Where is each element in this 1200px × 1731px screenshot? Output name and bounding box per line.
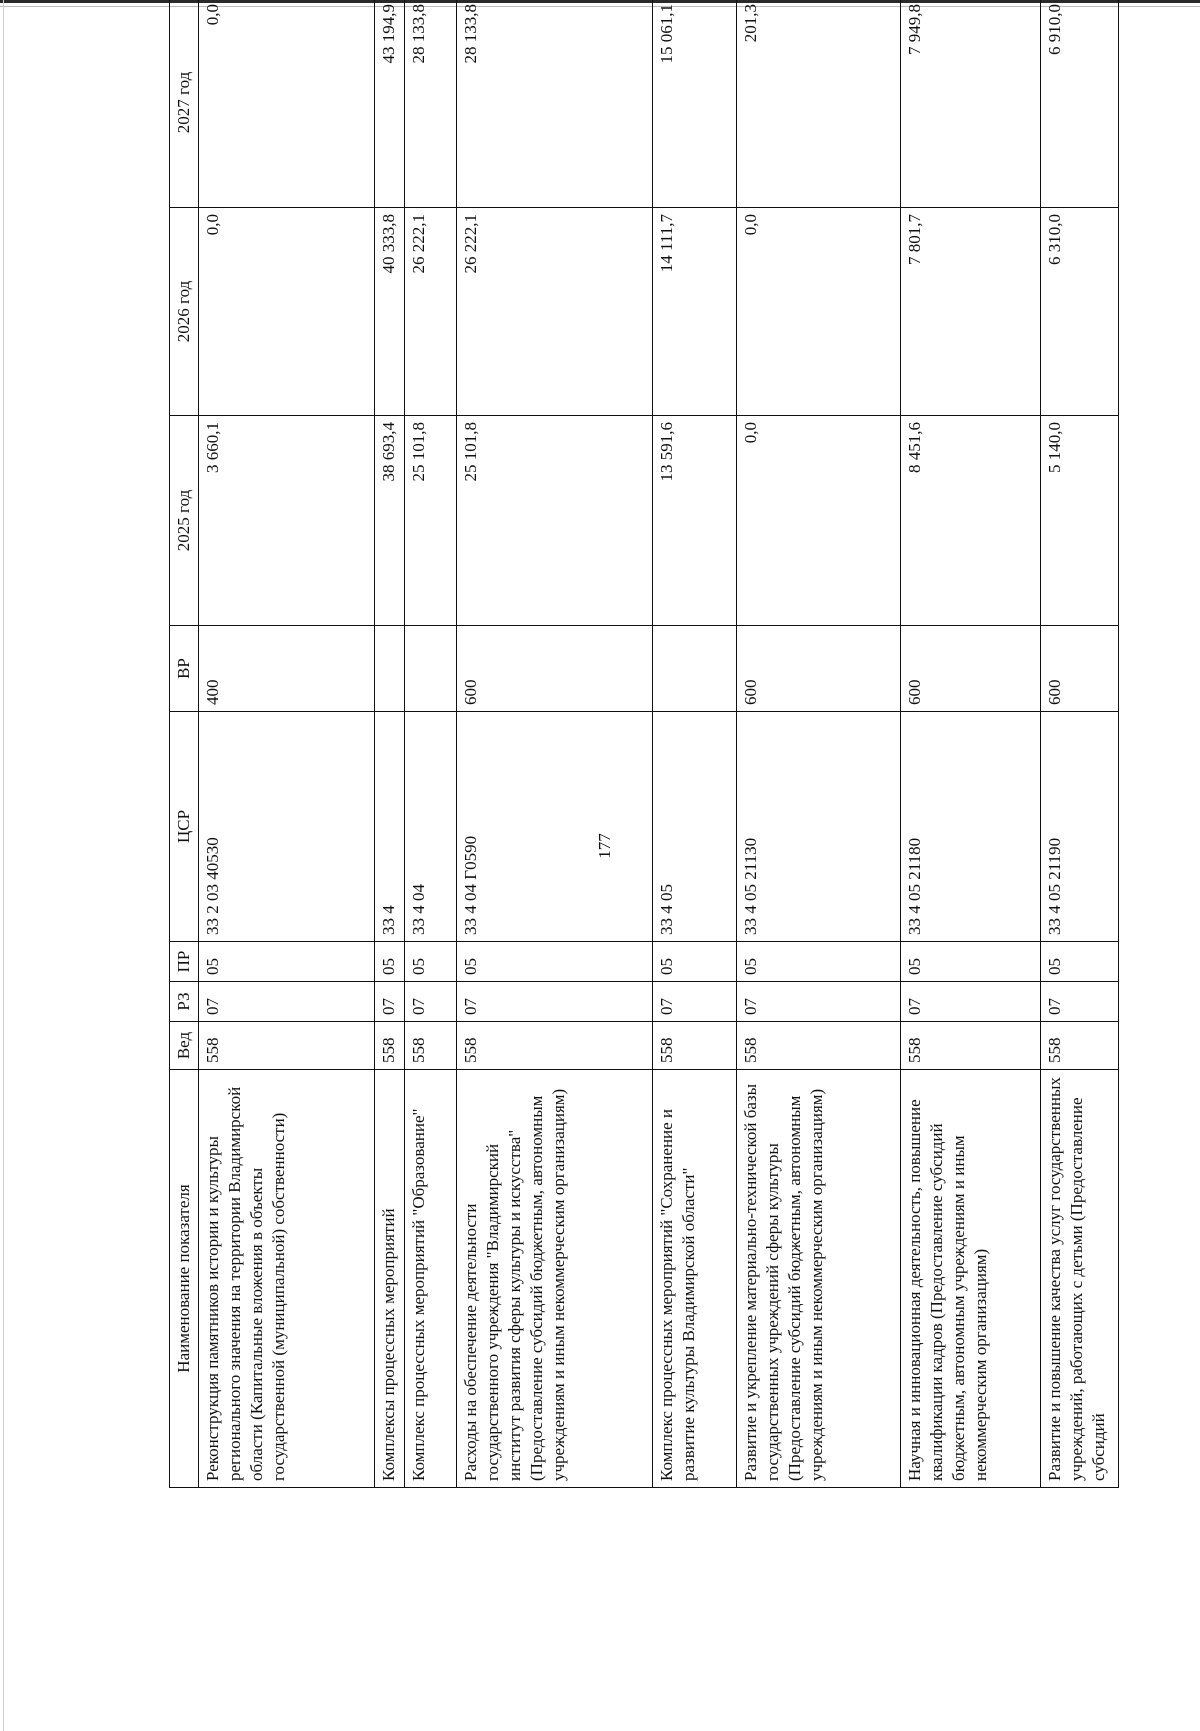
cell-2025: 13 591,6 <box>653 416 737 626</box>
cell-pr: 05 <box>653 942 737 982</box>
cell-ved: 558 <box>901 1022 1041 1070</box>
cell-name: Комплексы процессных мероприятий <box>375 1070 405 1488</box>
cell-2027: 28 133,8 <box>405 0 457 208</box>
cell-vr: 600 <box>1041 626 1119 712</box>
cell-name: Реконструкция памятников истории и культуры регионального значения на территории Владимирской области (Капитальные вложения в объекты государственной (муниципальной) собственности) <box>199 1070 375 1488</box>
header-pr: ПР <box>170 942 199 982</box>
cell-csr: 33 4 05 <box>653 712 737 942</box>
table-row <box>653 0 737 1488</box>
cell-2025: 0,0 <box>737 416 901 626</box>
cell-pr: 05 <box>405 942 457 982</box>
table-row <box>199 0 375 1488</box>
cell-2026: 0,0 <box>737 208 901 416</box>
cell-2027: 15 061,1 <box>653 0 737 208</box>
cell-rz: 07 <box>901 982 1041 1022</box>
cell-csr: 33 4 04 <box>405 712 457 942</box>
cell-rz: 07 <box>457 982 653 1022</box>
header-csr: ЦСР <box>170 712 199 942</box>
header-2025: 2025 год <box>170 416 199 626</box>
header-rz: РЗ <box>170 982 199 1022</box>
cell-2026: 0,0 <box>199 208 375 416</box>
header-2026: 2026 год <box>170 208 199 416</box>
cell-vr: 600 <box>457 626 653 712</box>
cell-ved: 558 <box>653 1022 737 1070</box>
cell-ved: 558 <box>375 1022 405 1070</box>
cell-2026: 40 333,8 <box>375 208 405 416</box>
cell-ved: 558 <box>405 1022 457 1070</box>
cell-2027: 6 910,0 <box>1041 0 1119 208</box>
header-2027: 2027 год <box>170 0 199 208</box>
cell-pr: 05 <box>375 942 405 982</box>
cell-rz: 07 <box>405 982 457 1022</box>
cell-name: Расходы на обеспечение деятельности государственного учреждения "Владимирский институт развития сферы культуры и искусства" (Предоставление субсидий бюджетным, автономным учреждениям и иным некоммерческим организациям) <box>457 1070 653 1488</box>
cell-2025: 25 101,8 <box>457 416 653 626</box>
cell-ved: 558 <box>457 1022 653 1070</box>
cell-csr: 33 2 03 40530 <box>199 712 375 942</box>
cell-2027: 0,0 <box>199 0 375 208</box>
cell-2026: 6 310,0 <box>1041 208 1119 416</box>
cell-ved: 558 <box>1041 1022 1119 1070</box>
cell-2026: 26 222,1 <box>457 208 653 416</box>
cell-rz: 07 <box>199 982 375 1022</box>
header-name: Наименование показателя <box>170 1070 199 1488</box>
cell-csr: 33 4 05 21180 <box>901 712 1041 942</box>
cell-ved: 558 <box>737 1022 901 1070</box>
scan-left-edge <box>3 0 4 1731</box>
cell-vr: 600 <box>901 626 1041 712</box>
cell-rz: 07 <box>737 982 901 1022</box>
cell-rz: 07 <box>1041 982 1119 1022</box>
cell-rz: 07 <box>653 982 737 1022</box>
cell-pr: 05 <box>457 942 653 982</box>
cell-2026: 26 222,1 <box>405 208 457 416</box>
table-row <box>901 0 1041 1488</box>
header-ved: Вед <box>170 1022 199 1070</box>
cell-vr <box>375 626 405 712</box>
cell-name: Развитие и укрепление материально-технической базы государственных учреждений сферы культуры (Предоставление субсидий бюджетным, автономным учреждениям и иным некоммерческим организациям) <box>737 1070 901 1488</box>
cell-csr: 33 4 04 Г0590 <box>457 712 653 942</box>
cell-2025: 25 101,8 <box>405 416 457 626</box>
cell-vr: 600 <box>737 626 901 712</box>
cell-2025: 5 140,0 <box>1041 416 1119 626</box>
cell-pr: 05 <box>737 942 901 982</box>
cell-pr: 05 <box>1041 942 1119 982</box>
cell-pr: 05 <box>199 942 375 982</box>
cell-2027: 43 194,9 <box>375 0 405 208</box>
cell-csr: 33 4 <box>375 712 405 942</box>
cell-name: Комплекс процессных мероприятий "Образование" <box>405 1070 457 1488</box>
cell-2027: 7 949,8 <box>901 0 1041 208</box>
budget-table <box>169 0 1119 1488</box>
cell-2026: 14 111,7 <box>653 208 737 416</box>
cell-2025: 8 451,6 <box>901 416 1041 626</box>
header-vr: ВР <box>170 626 199 712</box>
cell-vr: 400 <box>199 626 375 712</box>
table-row <box>405 0 457 1488</box>
cell-pr: 05 <box>901 942 1041 982</box>
cell-rz: 07 <box>375 982 405 1022</box>
cell-2025: 38 693,4 <box>375 416 405 626</box>
cell-csr: 33 4 05 21130 <box>737 712 901 942</box>
cell-2027: 28 133,8 <box>457 0 653 208</box>
cell-2026: 7 801,7 <box>901 208 1041 416</box>
cell-vr <box>405 626 457 712</box>
cell-ved: 558 <box>199 1022 375 1070</box>
cell-2027: 201,3 <box>737 0 901 208</box>
table-row <box>457 0 653 1488</box>
table-header-row <box>170 0 199 1488</box>
cell-csr: 33 4 05 21190 <box>1041 712 1119 942</box>
cell-name: Развитие и повышение качества услуг государственных учреждений, работающих с детьми (Предоставление субсидий <box>1041 1070 1119 1488</box>
cell-2025: 3 660,1 <box>199 416 375 626</box>
budget-table-container <box>169 0 1119 1488</box>
table-row <box>1041 0 1119 1488</box>
table-row <box>375 0 405 1488</box>
table-row <box>737 0 901 1488</box>
page-number: 177 <box>595 833 614 859</box>
cell-name: Комплекс процессных мероприятий "Сохранение и развитие культуры Владимирской области" <box>653 1070 737 1488</box>
cell-vr <box>653 626 737 712</box>
cell-name: Научная и инновационная деятельность, повышение квалификации кадров (Предоставление субсидий бюджетным, автономным учреждениям и иным некоммерческим организациям) <box>901 1070 1041 1488</box>
